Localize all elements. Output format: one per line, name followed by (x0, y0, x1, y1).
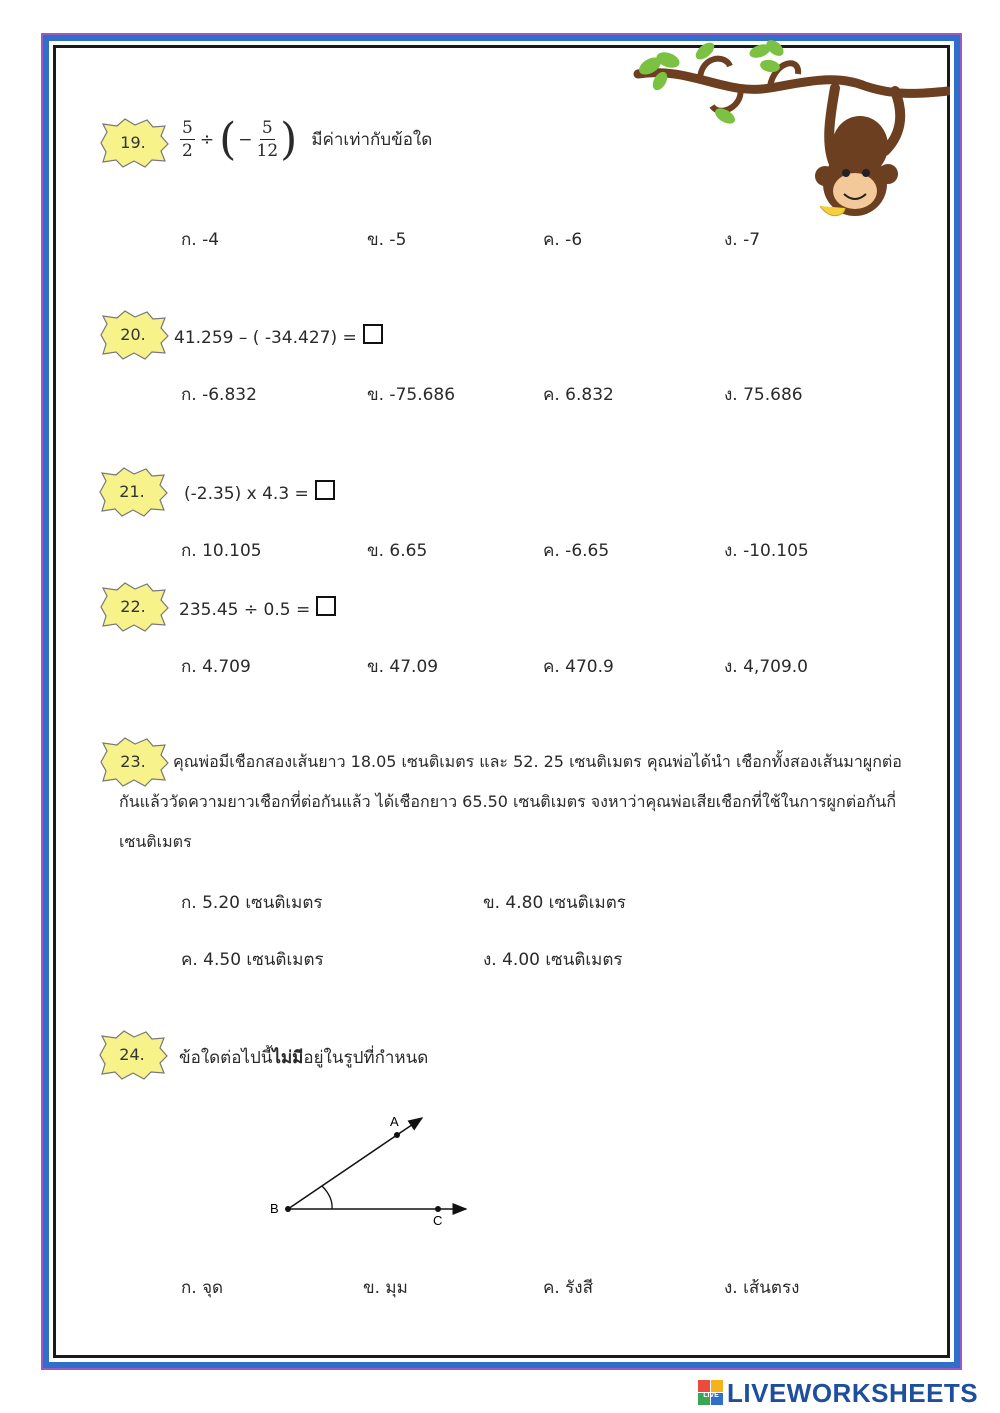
choice-c[interactable]: ค. -6.65 (543, 541, 610, 561)
point-b (285, 1206, 291, 1212)
angle-arc (322, 1186, 332, 1209)
question-number-badge: 23. (97, 737, 169, 787)
choice-b[interactable]: ข. 4.80 เซนติเมตร (483, 893, 626, 913)
question-number-badge: 24. (96, 1030, 168, 1080)
monkey-branch-illustration (630, 36, 950, 231)
question-22-prompt: 235.45 ÷ 0.5 = (179, 596, 336, 620)
question-19-prompt: $\frac{5}{2}$ ÷ ( − $\frac{5}{12}$ ) มีค่าเท่ากับข้อใด (182, 113, 433, 165)
ray-ba (288, 1118, 422, 1209)
choice-c[interactable]: ค. รังสี (543, 1278, 593, 1298)
liveworksheets-logo[interactable]: LIVE LIVEWORKSHEETS (698, 1378, 978, 1408)
question-24-prompt: ข้อใดต่อไปนี้ไม่มีอยู่ในรูปที่กำหนด (179, 1048, 429, 1068)
choice-d[interactable]: ง. 4,709.0 (724, 657, 808, 677)
choice-c[interactable]: ค. 6.832 (543, 385, 614, 405)
svg-text:LIVE: LIVE (703, 1392, 719, 1399)
choice-b[interactable]: ข. มุม (363, 1278, 408, 1298)
choice-d[interactable]: ง. -10.105 (724, 541, 809, 561)
question-number-badge: 19. (97, 118, 169, 168)
question-23-line-2: กันแล้ววัดความยาวเชือกที่ต่อกันแล้ว ได้เชือกยาว 65.50 เซนติเมตร จงหาว่าคุณพ่อเสียเชือกที่ใช้ในการผูกต่อกันกี่ (119, 792, 897, 811)
question-number-badge: 21. (96, 467, 168, 517)
label-b: B (270, 1201, 279, 1216)
choice-b[interactable]: ข. 6.65 (367, 541, 428, 561)
choice-a[interactable]: ก. -6.832 (181, 385, 257, 405)
choice-b[interactable]: ข. 47.09 (367, 657, 439, 677)
choice-a[interactable]: ก. 4.709 (181, 657, 251, 677)
label-c: C (433, 1213, 443, 1228)
choice-c[interactable]: ค. 470.9 (543, 657, 614, 677)
choice-a[interactable]: ก. -4 (181, 230, 220, 250)
choice-d[interactable]: ง. เส้นตรง (724, 1278, 800, 1298)
label-a: A (390, 1114, 399, 1129)
choice-a[interactable]: ก. 5.20 เซนติเมตร (181, 893, 323, 913)
question-number-badge: 20. (97, 310, 169, 360)
angle-figure (260, 1105, 480, 1230)
choice-c[interactable]: ค. 4.50 เซนติเมตร (181, 950, 324, 970)
fraction-five-halves: $\frac{5}{2}$ (182, 118, 193, 161)
choice-c[interactable]: ค. -6 (543, 230, 583, 250)
fraction-five-twelfths: $\frac{5}{12}$ (256, 118, 279, 161)
question-23-line-3: เซนติเมตร (119, 832, 192, 851)
logo-icon (698, 1380, 724, 1406)
answer-box (315, 480, 335, 500)
choice-a[interactable]: ก. 10.105 (181, 541, 262, 561)
point-c (435, 1206, 441, 1212)
choice-d[interactable]: ง. 4.00 เซนติเมตร (483, 950, 623, 970)
choice-b[interactable]: ข. -5 (367, 230, 407, 250)
choice-a[interactable]: ก. จุด (181, 1278, 224, 1298)
choice-b[interactable]: ข. -75.686 (367, 385, 456, 405)
question-21-prompt: (-2.35) x 4.3 = (184, 480, 335, 504)
question-20-prompt: 41.259 – ( -34.427) = (174, 324, 383, 348)
choice-d[interactable]: ง. 75.686 (724, 385, 803, 405)
answer-box (363, 324, 383, 344)
point-a (394, 1132, 400, 1138)
choice-d[interactable]: ง. -7 (724, 230, 761, 250)
question-number-badge: 22. (97, 582, 169, 632)
answer-box (316, 596, 336, 616)
question-23-line-1: คุณพ่อมีเชือกสองเส้นยาว 18.05 เซนติเมตร และ 52. 25 เซนติเมตร คุณพ่อได้นำ เชือกทั้งสองเส้นมาผูกต่อ (173, 752, 902, 771)
